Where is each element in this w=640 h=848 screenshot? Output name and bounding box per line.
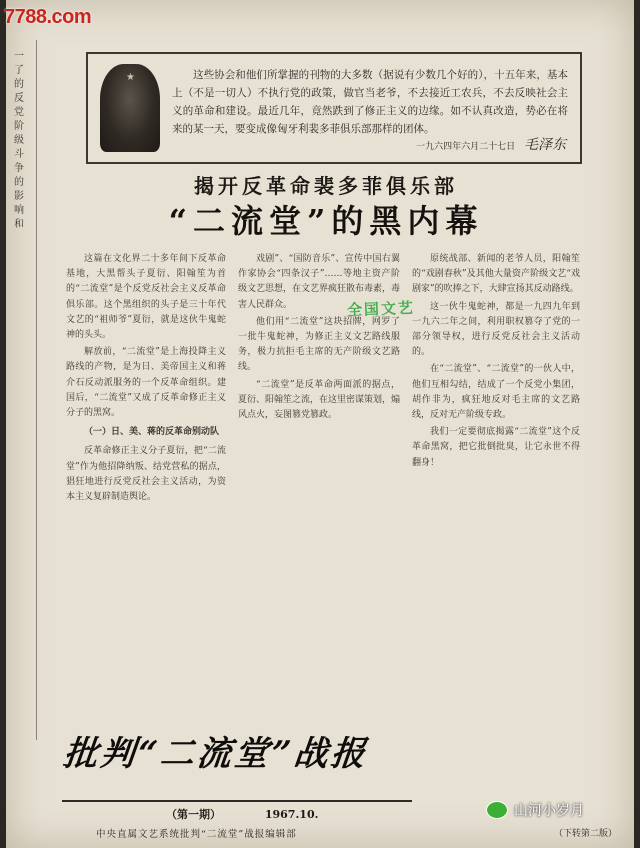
column-3-paragraph: 我们一定要彻底揭露“二流堂”这个反革命黑窝，把它批倒批臭，让它永世不得翻身！ [412,427,580,468]
column-1-paragraph: 这篇在文化界二十多年间下反革命基地，大黑帮头子夏衍、阳翰笙为首的“二流堂”是个反党反社会主义反革命俱乐部。这个黑组织的头子是三十年代文艺的“祖师爷”夏衍，就是这伙牛鬼蛇神的头头。 [66,254,226,341]
left-strip-text: 一了的反党阶级斗争的影响和 [14,51,24,230]
issue-number: （第一期） [166,808,221,821]
bottom-watermark [486,800,584,820]
column-2-paragraph: 戏剧”、“国防音乐”、宣传中国右翼作家协会“四条汉子”……等地主资产阶级文艺思想，在文艺界疯狂散布毒素，毒害人民群众。 [238,254,400,310]
masthead-divider [62,800,412,802]
column-2-paragraph: “二流堂”是反革命两面派的据点，夏衍、阳翰笙之流，在这里密谋策划，煽风点火，妄图篡党篡政。 [238,379,400,421]
quotation-signature: 毛泽东 [524,137,566,153]
newspaper-masthead: 批判“二流堂”战报 [61,734,370,774]
portrait-image [100,64,160,152]
cap-star-icon: ★ [126,72,135,83]
column-3-paragraph: 在“二流堂”、“二流堂”的一伙人中，他们互相勾结，结成了一个反党小集团，胡作非为，疯狂地反对毛主席的文艺路线，反对无产阶级专政。 [412,364,580,421]
column-3-paragraph: 原统战部、新闻的老爷人员，阳翰笙的“戏剧春秋”及其他大量资产阶级文艺“戏剧家”的吹捧之下，大肆宣扬其反动路线。 [412,254,580,295]
top-watermark: 7788.com [4,6,92,28]
continued-note: （下转第二版） [554,829,618,839]
green-stamp: 全国文艺 [346,298,416,320]
quotation-date: 一九六四年六月二十七日 [416,142,516,152]
issue-info [166,806,358,822]
column-3-paragraph: 这一伙牛鬼蛇神，都是一九四九年到一九六二年之间，利用职权篡夺了党的一部分领导权，进行反党反社会主义活动的。 [412,301,580,358]
article-column-2 [238,252,400,702]
left-margin-strip [6,40,37,740]
column-1-paragraph: 反革命修正主义分子夏衍，把“二流堂”作为他招降纳叛、结党营私的据点，猖狂地进行反党反社会主义活动，为资本主义复辟制造舆论。 [66,446,226,503]
section-subheading: （一）日、美、蒋的反革命别动队 [84,427,220,438]
newspaper-page [6,0,634,848]
column-2-paragraph: 他们用“二流堂”这块招牌，网罗了一批牛鬼蛇神，为修正主义文艺路线服务，极力抗拒毛主席的无产阶级文艺路线。 [238,316,400,373]
quotation-box [86,52,582,164]
column-1-paragraph: 解放前，“二流堂”是上海投降主义路线的产物，是为日、美帝国主义和蒋介石反动派服务的一个反革命组织。建国后，“二流堂”又成了反革命修正主义分子的黑窝。 [66,347,226,419]
wechat-icon [486,801,508,819]
bottom-watermark-text: 山河小岁月 [514,802,584,818]
headline-title: “二流堂”的黑内幕 [168,202,484,240]
issue-date: 1967.10. [264,808,319,821]
article-column-3 [412,252,580,824]
article-column-1 [66,252,226,730]
publisher-line: 中央直属文艺系统批判“二流堂”战报编辑部 [96,829,297,840]
headline-kicker: 揭开反革命裴多菲俱乐部 [194,174,458,198]
quotation-text: 这些协会和他们所掌握的刊物的大多数（据说有少数几个好的），十五年来，基本上（不是一切人）不执行党的政策，做官当老爷，不去接近工农兵，不去反映社会主义的革命和建设。最近几年，竟然跌到了修正主义的边缘。如不认真改造，势必在将来的某一天，要变成像匈牙利裴多菲俱乐部那样的团体。 [172,69,568,135]
quotation-attribution [416,134,566,154]
